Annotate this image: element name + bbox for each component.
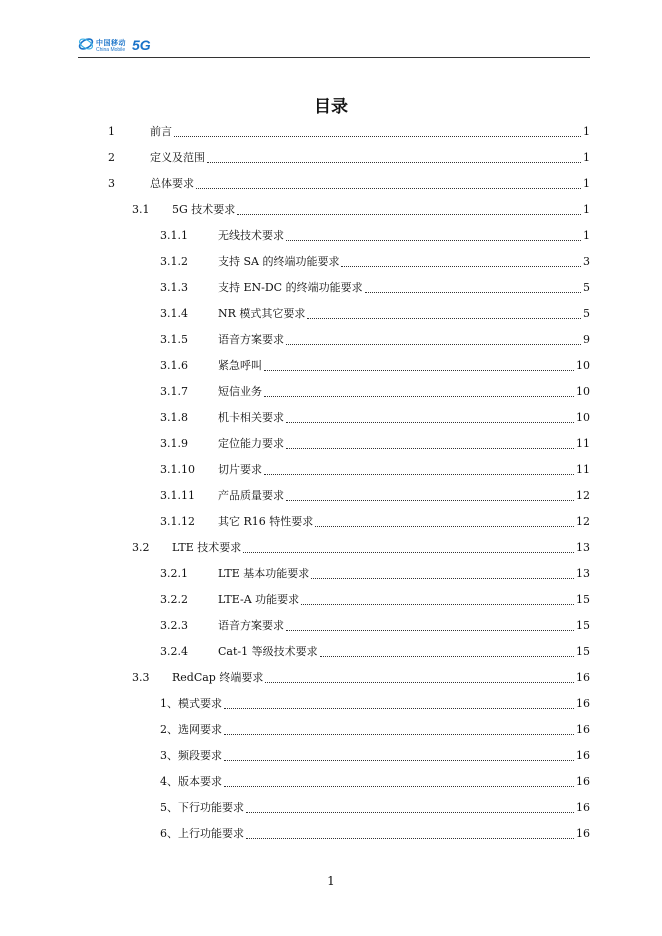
toc-entry-label: RedCap 终端要求 (172, 671, 264, 684)
toc-dot-leader (174, 136, 581, 137)
toc-entry[interactable] (160, 405, 590, 431)
toc-dot-leader (224, 708, 574, 709)
toc-entry-number: 3.1.1 (160, 229, 188, 242)
toc-entry-number: 3.1.10 (160, 463, 195, 476)
toc-entry-page: 12 (576, 489, 590, 502)
toc-entry-number: 3.2.1 (160, 567, 188, 580)
toc-entry[interactable] (160, 249, 590, 275)
toc-entry-page: 11 (576, 437, 590, 450)
logo-cn-text: 中国移动 (96, 39, 126, 47)
toc-entry-label: 语音方案要求 (218, 333, 284, 346)
toc-entry-label: 定位能力要求 (218, 437, 284, 450)
toc-entry-label: LTE-A 功能要求 (218, 593, 300, 606)
toc-entry-number: 3.2 (132, 541, 150, 554)
toc-entry[interactable] (160, 301, 590, 327)
toc-entry-number: 3.2.4 (160, 645, 188, 658)
toc-entry-page: 13 (576, 567, 590, 580)
toc-entry-label: 1、模式要求 (160, 697, 222, 710)
toc-entry[interactable] (160, 223, 590, 249)
toc-entry[interactable] (160, 587, 590, 613)
toc-entry-label: 产品质量要求 (218, 489, 284, 502)
toc-entry-page: 11 (576, 463, 590, 476)
toc-dot-leader (301, 604, 574, 605)
toc-entry-label: 紧急呼叫 (218, 359, 262, 372)
toc-entry-page: 1 (583, 151, 590, 164)
toc-title: 目录 (314, 97, 348, 117)
toc-entry[interactable] (160, 483, 590, 509)
toc-entry-label: NR 模式其它要求 (218, 307, 306, 320)
china-mobile-logo (78, 36, 151, 58)
toc-entry[interactable] (108, 119, 590, 145)
toc-entry[interactable] (160, 457, 590, 483)
toc-entry-page: 15 (576, 619, 590, 632)
toc-entry-number: 3.1.5 (160, 333, 188, 346)
toc-entry-page: 15 (576, 645, 590, 658)
toc-entry-label: 语音方案要求 (218, 619, 284, 632)
toc-entry-page: 16 (576, 749, 590, 762)
toc-entry-page: 3 (583, 255, 590, 268)
toc-entry-page: 16 (576, 697, 590, 710)
toc-entry[interactable] (132, 665, 590, 691)
toc-dot-leader (315, 526, 574, 527)
toc-dot-leader (311, 578, 574, 579)
toc-entry-page: 10 (576, 385, 590, 398)
toc-entry-number: 3.1.2 (160, 255, 188, 268)
toc-dot-leader (286, 630, 574, 631)
page-header (78, 36, 590, 58)
toc-entry-number: 3.2.2 (160, 593, 188, 606)
toc-entry[interactable] (132, 197, 590, 223)
toc-entry-label: 4、版本要求 (160, 775, 222, 788)
toc-dot-leader (286, 448, 574, 449)
toc-entry-label: 定义及范围 (150, 151, 205, 164)
toc-dot-leader (224, 760, 574, 761)
toc-entry[interactable] (108, 171, 590, 197)
toc-entry[interactable] (160, 353, 590, 379)
toc-entry-page: 9 (583, 333, 590, 346)
toc-entry-label: LTE 技术要求 (172, 541, 242, 554)
toc-entry[interactable] (160, 639, 590, 665)
toc-entry-label: 支持 EN-DC 的终端功能要求 (218, 281, 363, 294)
toc-entry[interactable] (160, 275, 590, 301)
logo-5g-text: 5G (132, 37, 151, 53)
toc-entry[interactable] (160, 821, 590, 847)
toc-entry-label: 5G 技术要求 (172, 203, 236, 216)
toc-dot-leader (320, 656, 574, 657)
toc-entry-number: 3.1 (132, 203, 150, 216)
header-divider (78, 57, 590, 58)
toc-dot-leader (264, 396, 574, 397)
toc-dot-leader (286, 240, 581, 241)
china-mobile-logo-icon (78, 36, 94, 52)
toc-dot-leader (237, 214, 581, 215)
toc-dot-leader (246, 838, 574, 839)
toc-dot-leader (286, 344, 581, 345)
toc-entry-number: 3.1.3 (160, 281, 188, 294)
toc-dot-leader (264, 370, 574, 371)
toc-entry-number: 3.1.4 (160, 307, 188, 320)
toc-entry-page: 16 (576, 671, 590, 684)
toc-entry-number: 3.1.6 (160, 359, 188, 372)
toc-entry-page: 12 (576, 515, 590, 528)
toc-entry-number: 1 (108, 125, 115, 138)
toc-dot-leader (365, 292, 581, 293)
toc-entry[interactable] (132, 535, 590, 561)
toc-entry[interactable] (160, 717, 590, 743)
toc-entry-page: 1 (583, 229, 590, 242)
toc-entry-number: 3.2.3 (160, 619, 188, 632)
toc-dot-leader (243, 552, 574, 553)
toc-entry-page: 16 (576, 775, 590, 788)
toc-entry-label: 3、频段要求 (160, 749, 222, 762)
toc-entry-label: 2、选网要求 (160, 723, 222, 736)
toc-entry-number: 3.3 (132, 671, 150, 684)
toc-entry-number: 3.1.7 (160, 385, 188, 398)
toc-entry-page: 10 (576, 359, 590, 372)
toc-dot-leader (286, 422, 574, 423)
toc-entry-number: 2 (108, 151, 115, 164)
toc-entry-label: 无线技术要求 (218, 229, 284, 242)
toc-entry-label: 5、下行功能要求 (160, 801, 244, 814)
toc-entry-label: 其它 R16 特性要求 (218, 515, 314, 528)
toc-entry[interactable] (160, 691, 590, 717)
toc-entry-page: 10 (576, 411, 590, 424)
toc-entry-page: 5 (583, 281, 590, 294)
toc-dot-leader (286, 500, 574, 501)
toc-dot-leader (307, 318, 581, 319)
toc-dot-leader (265, 682, 574, 683)
toc-entry-page: 1 (583, 203, 590, 216)
toc-dot-leader (224, 734, 574, 735)
toc-entry[interactable] (160, 743, 590, 769)
toc-entry-number: 3.1.9 (160, 437, 188, 450)
toc-entry-page: 16 (576, 723, 590, 736)
toc-dot-leader (341, 266, 581, 267)
toc-entry[interactable] (160, 769, 590, 795)
toc-entry-number: 3.1.8 (160, 411, 188, 424)
toc-entry-label: LTE 基本功能要求 (218, 567, 310, 580)
toc-entry[interactable] (108, 145, 590, 171)
toc-entry[interactable] (160, 379, 590, 405)
toc-dot-leader (224, 786, 574, 787)
toc-entry-number: 3.1.11 (160, 489, 195, 502)
toc-entry-label: 6、上行功能要求 (160, 827, 244, 840)
toc-entry-page: 15 (576, 593, 590, 606)
toc-entry-label: 切片要求 (218, 463, 262, 476)
toc-dot-leader (196, 188, 581, 189)
toc-entry-label: 支持 SA 的终端功能要求 (218, 255, 340, 268)
toc-entry[interactable] (160, 509, 590, 535)
toc-entry-label: 前言 (150, 125, 172, 138)
toc-dot-leader (246, 812, 574, 813)
toc-entry-page: 1 (583, 125, 590, 138)
toc-dot-leader (207, 162, 581, 163)
toc-entry[interactable] (160, 561, 590, 587)
toc-dot-leader (264, 474, 574, 475)
toc-entry-number: 3.1.12 (160, 515, 195, 528)
toc-entry-label: 机卡相关要求 (218, 411, 284, 424)
logo-en-text: China Mobile (96, 47, 126, 53)
toc-entry-label: 短信业务 (218, 385, 262, 398)
toc-entry-label: 总体要求 (150, 177, 194, 190)
toc-entry-page: 1 (583, 177, 590, 190)
toc-entry-label: Cat-1 等级技术要求 (218, 645, 318, 658)
toc-entry-page: 13 (576, 541, 590, 554)
page-number: 1 (327, 874, 335, 888)
toc-entry[interactable] (160, 431, 590, 457)
toc-entry[interactable] (160, 327, 590, 353)
toc-entry[interactable] (160, 795, 590, 821)
toc-entry-number: 3 (108, 177, 115, 190)
toc-entry[interactable] (160, 613, 590, 639)
toc-entry-page: 16 (576, 827, 590, 840)
toc-entry-page: 16 (576, 801, 590, 814)
toc-entry-page: 5 (583, 307, 590, 320)
